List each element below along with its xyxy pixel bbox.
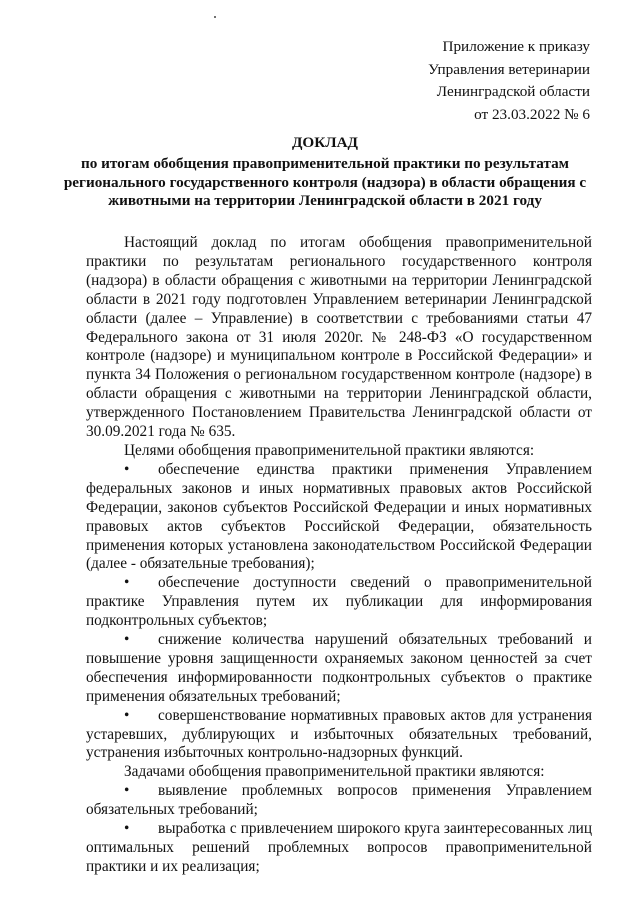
- task-item: [86, 782, 592, 820]
- appendix-line: Управления ветеринарии: [428, 60, 590, 78]
- bullet-icon: •: [124, 706, 130, 724]
- goal-text: снижение количества нарушений обязательных требований и повышение уровня защищенности охраняемых законом ценностей за счет обеспечения информированности подконтрольных субъектов о практике применения обязательных требований;: [86, 631, 592, 705]
- title-heading: ДОКЛАД: [291, 134, 358, 151]
- scan-artifact-dot: [214, 16, 216, 18]
- goal-text: обеспечение единства практики применения Управлением федеральных законов и иных нормативных правовых актов Российской Федерации, законов субъектов Российской Федерации и иных нормативных правовых актов субъектов Российской Федерации, обязательность применения которых установлена законодательством Российской Федерации (далее - обязательные требования);: [86, 460, 592, 573]
- goal-text: совершенствование нормативных правовых актов для устранения устаревших, дублирующих и избыточных обязательных требований, устранения избыточных контрольно-надзорных функций.: [86, 706, 592, 762]
- intro-paragraph: Настоящий доклад по итогам обобщения правоприменительной практики по результатам регионального государственного контроля (надзора) в области обращения с животными на территории Ленинградской области в 2021 году подготовлен Управлением ветеринарии Ленинградской области (далее – Управление) в соответствии с требованиями статьи 47 Федерального закона от 31 июля 2020г. № 248-ФЗ «О государственном контроле (надзоре) и муниципальном контроле в Российской Федерации» и пункта 34 Положения о региональном государственном контроле (надзоре) в области обращения с животными на территории Ленинградской области, утвержденного Постановлением Правительства Ленинградской области от 30.09.2021 года № 635.: [86, 234, 592, 441]
- bullet-icon: •: [124, 460, 130, 478]
- goal-item: [86, 574, 592, 631]
- document-title: [60, 134, 590, 211]
- goals-heading: Целями обобщения правоприменительной практики являются:: [124, 441, 535, 459]
- task-text: выявление проблемных вопросов применения Управлением обязательных требований;: [86, 782, 592, 819]
- bullet-icon: •: [124, 782, 130, 800]
- task-text: выработка с привлечением широкого круга заинтересованных лиц оптимальных решений проблемных вопросов правоприменительной практики и их реализация;: [86, 820, 592, 875]
- goal-text: обеспечение доступности сведений о правоприменительной практике Управления путем их публикации для информирования подконтрольных субъектов;: [86, 574, 592, 630]
- bullet-icon: •: [124, 631, 130, 649]
- goal-item: [86, 631, 592, 707]
- appendix-line: Ленинградской области: [436, 83, 590, 100]
- appendix-line: Приложение к приказу: [442, 38, 590, 55]
- document-body: [86, 234, 592, 877]
- tasks-heading: Задачами обобщения правоприменительной практики являются:: [124, 763, 545, 781]
- bullet-icon: •: [124, 574, 130, 592]
- appendix-date-line: от 23.03.2022 № 6: [474, 105, 590, 123]
- title-subtitle: по итогам обобщения правоприменительной практики по результатам регионального государственного контроля (надзора) в области обращения с животными на территории Ленинградской области в 2021 году: [63, 154, 587, 210]
- goal-item: [86, 461, 592, 574]
- bullet-icon: •: [124, 820, 130, 838]
- appendix-reference: [428, 36, 590, 126]
- goal-item: [86, 707, 592, 764]
- task-item: [86, 820, 592, 877]
